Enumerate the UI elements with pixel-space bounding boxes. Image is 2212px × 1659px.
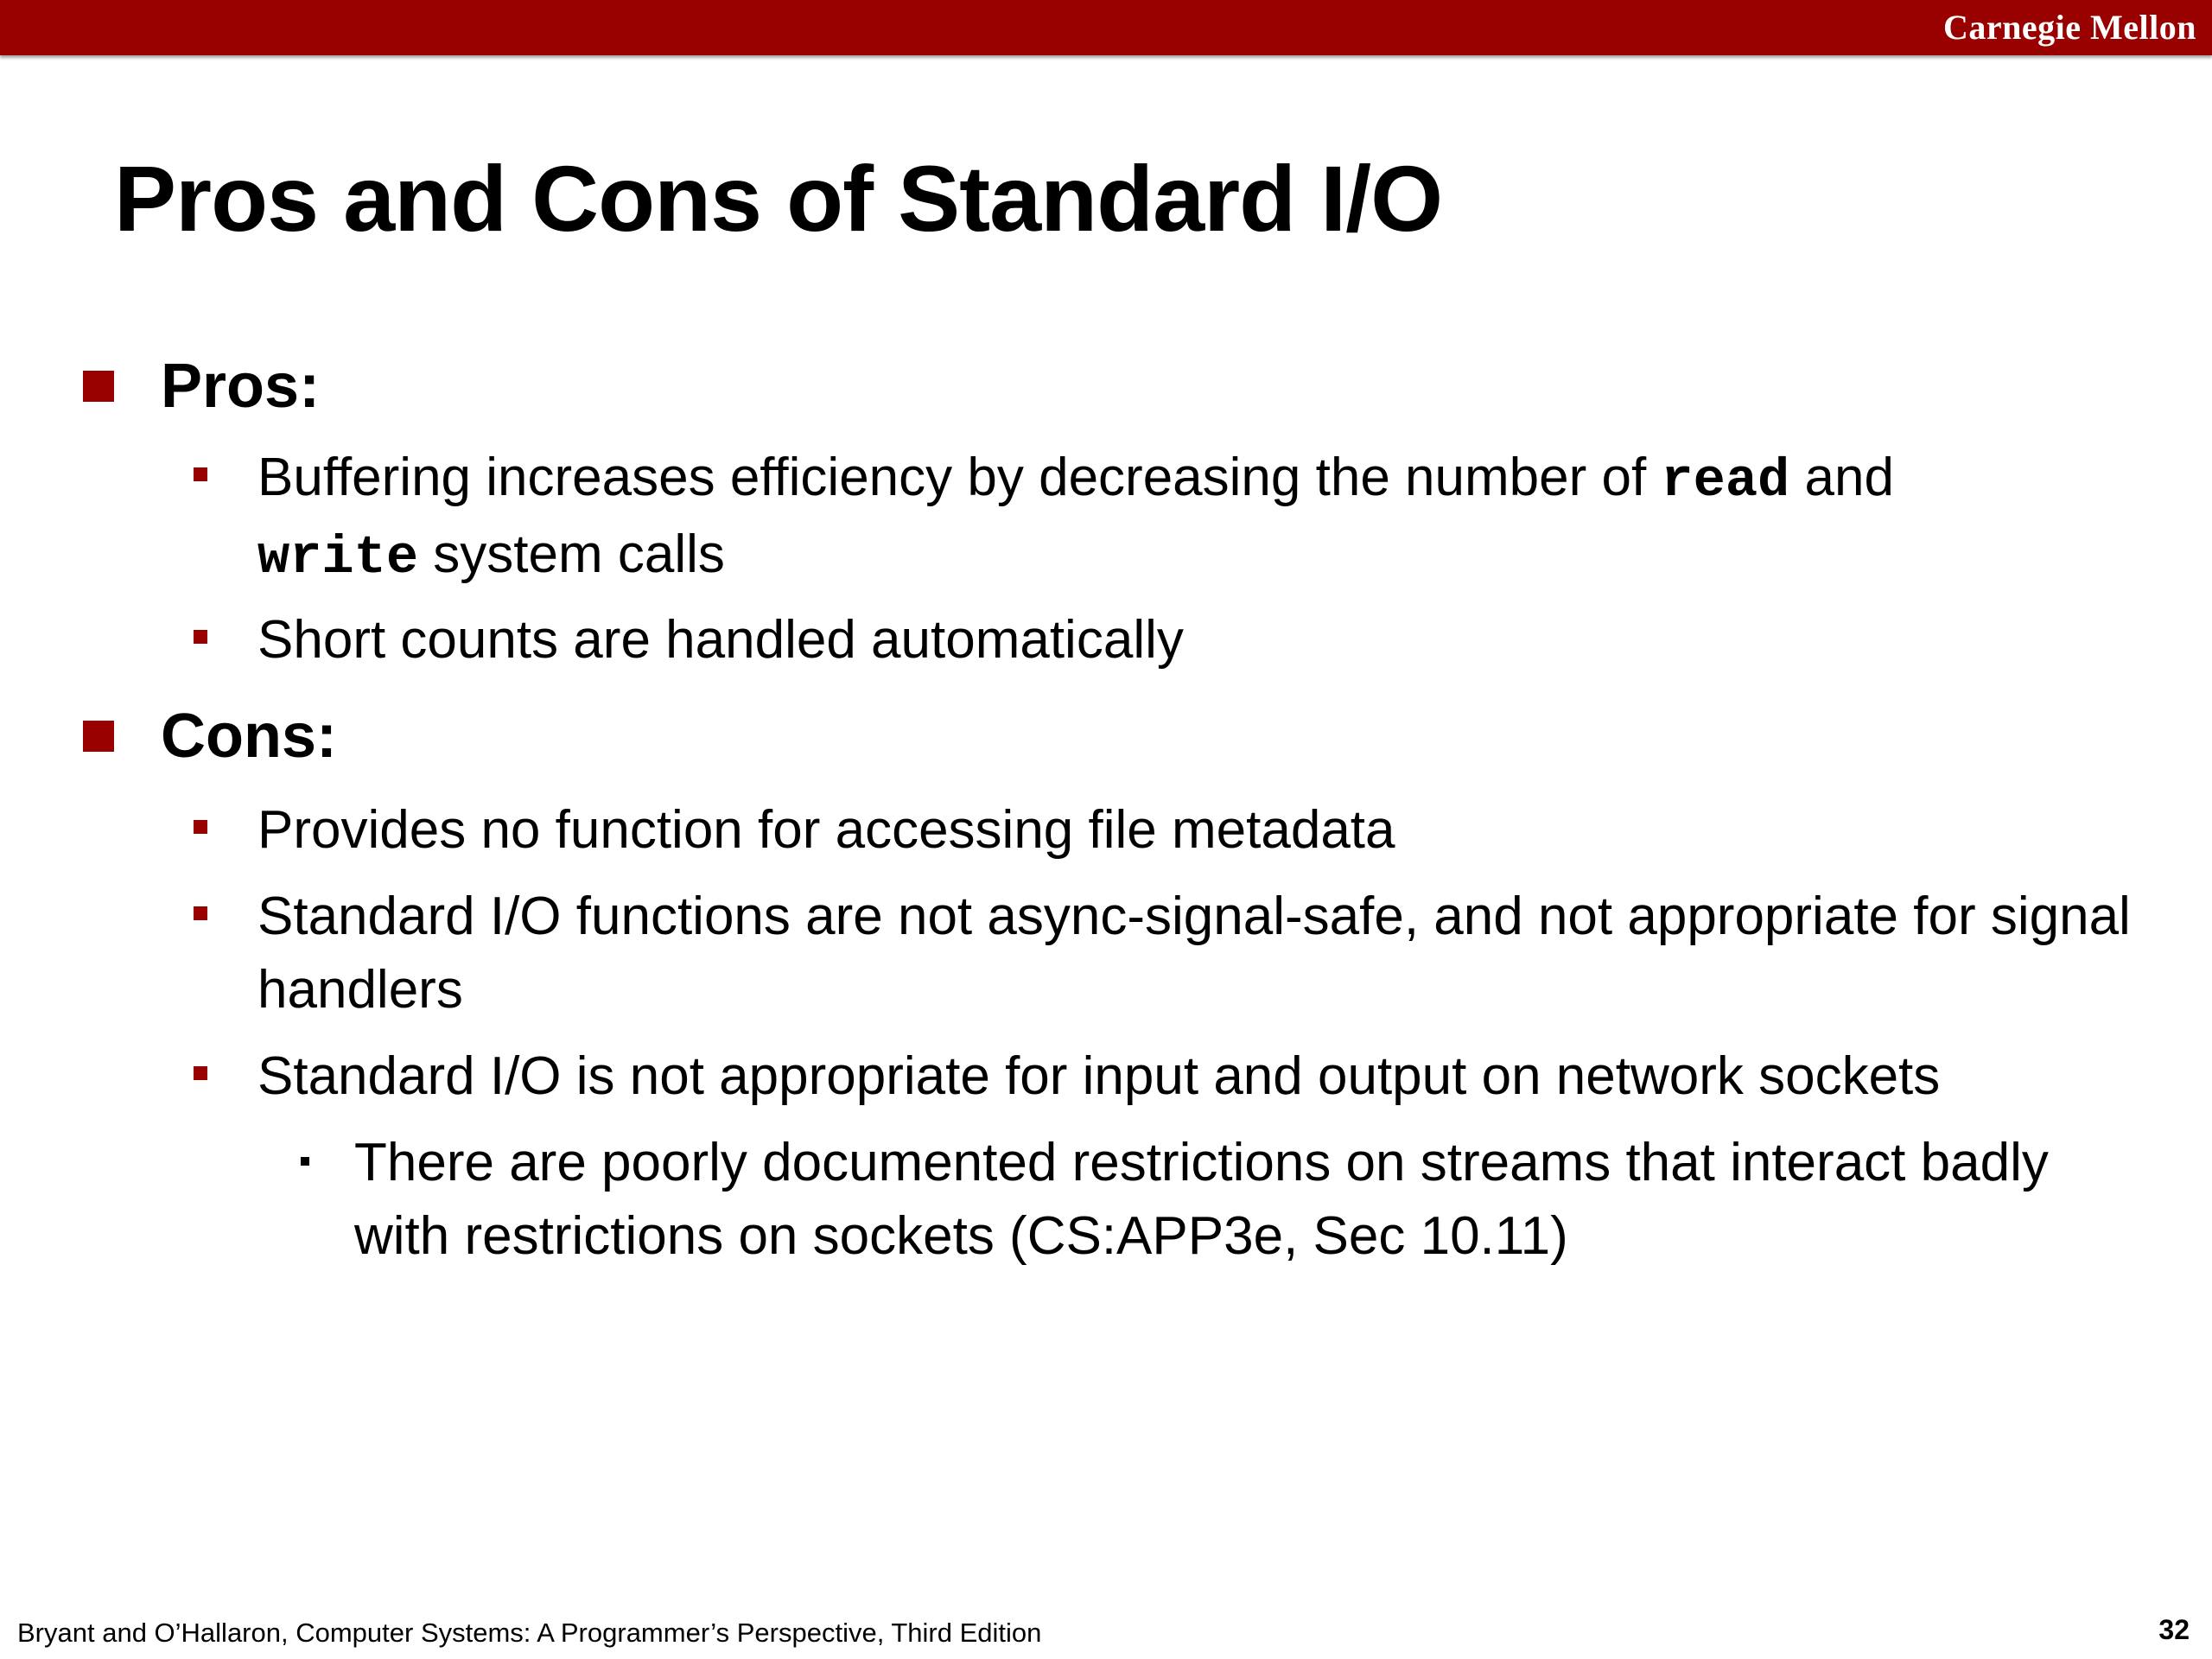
- bullet-small-square-icon: [194, 467, 207, 481]
- bullet-small-square-icon: [194, 906, 207, 920]
- footer-citation: Bryant and O’Hallaron, Computer Systems: A Programmer’s Perspective, Third Edition: [17, 1618, 1042, 1648]
- bullet-square-icon: [83, 721, 114, 752]
- header-bar: [0, 0, 2212, 55]
- text-segment: system calls: [418, 524, 725, 584]
- list-item-text: Standard I/O is not appropriate for input and output on network sockets: [257, 1046, 1941, 1106]
- slide-title: Pros and Cons of Standard I/O: [114, 146, 1443, 251]
- bullet-small-square-icon: [194, 1066, 207, 1080]
- page-number: 32: [2158, 1614, 2190, 1645]
- list-item-text: Short counts are handled automatically: [257, 610, 1184, 670]
- brand-logo-text: Carnegie Mellon: [1943, 8, 2196, 47]
- list-item-text: Standard I/O functions are not async-signal-safe, and not appropriate for signal handlers: [257, 887, 2131, 1020]
- list-item-text: Provides no function for accessing file metadata: [257, 800, 1395, 860]
- pros-heading-text: Pros:: [161, 352, 321, 421]
- code-read: read: [1661, 450, 1790, 512]
- text-segment: Buffering increases efficiency by decreasing the number of: [257, 448, 1662, 507]
- bullet-small-square-icon: [194, 820, 207, 834]
- list-item-text: [257, 441, 2141, 594]
- cons-heading-text: Cons:: [161, 702, 337, 771]
- list-item-text: There are poorly documented restrictions on streams that interact badly with restrictions on sockets (CS:APP3e, Sec 10.11): [354, 1133, 2049, 1266]
- bullet-tiny-square-icon: [301, 1157, 309, 1166]
- bullet-square-icon: [83, 371, 114, 402]
- text-segment: and: [1789, 448, 1894, 507]
- code-write: write: [257, 527, 419, 588]
- bullet-small-square-icon: [194, 630, 207, 644]
